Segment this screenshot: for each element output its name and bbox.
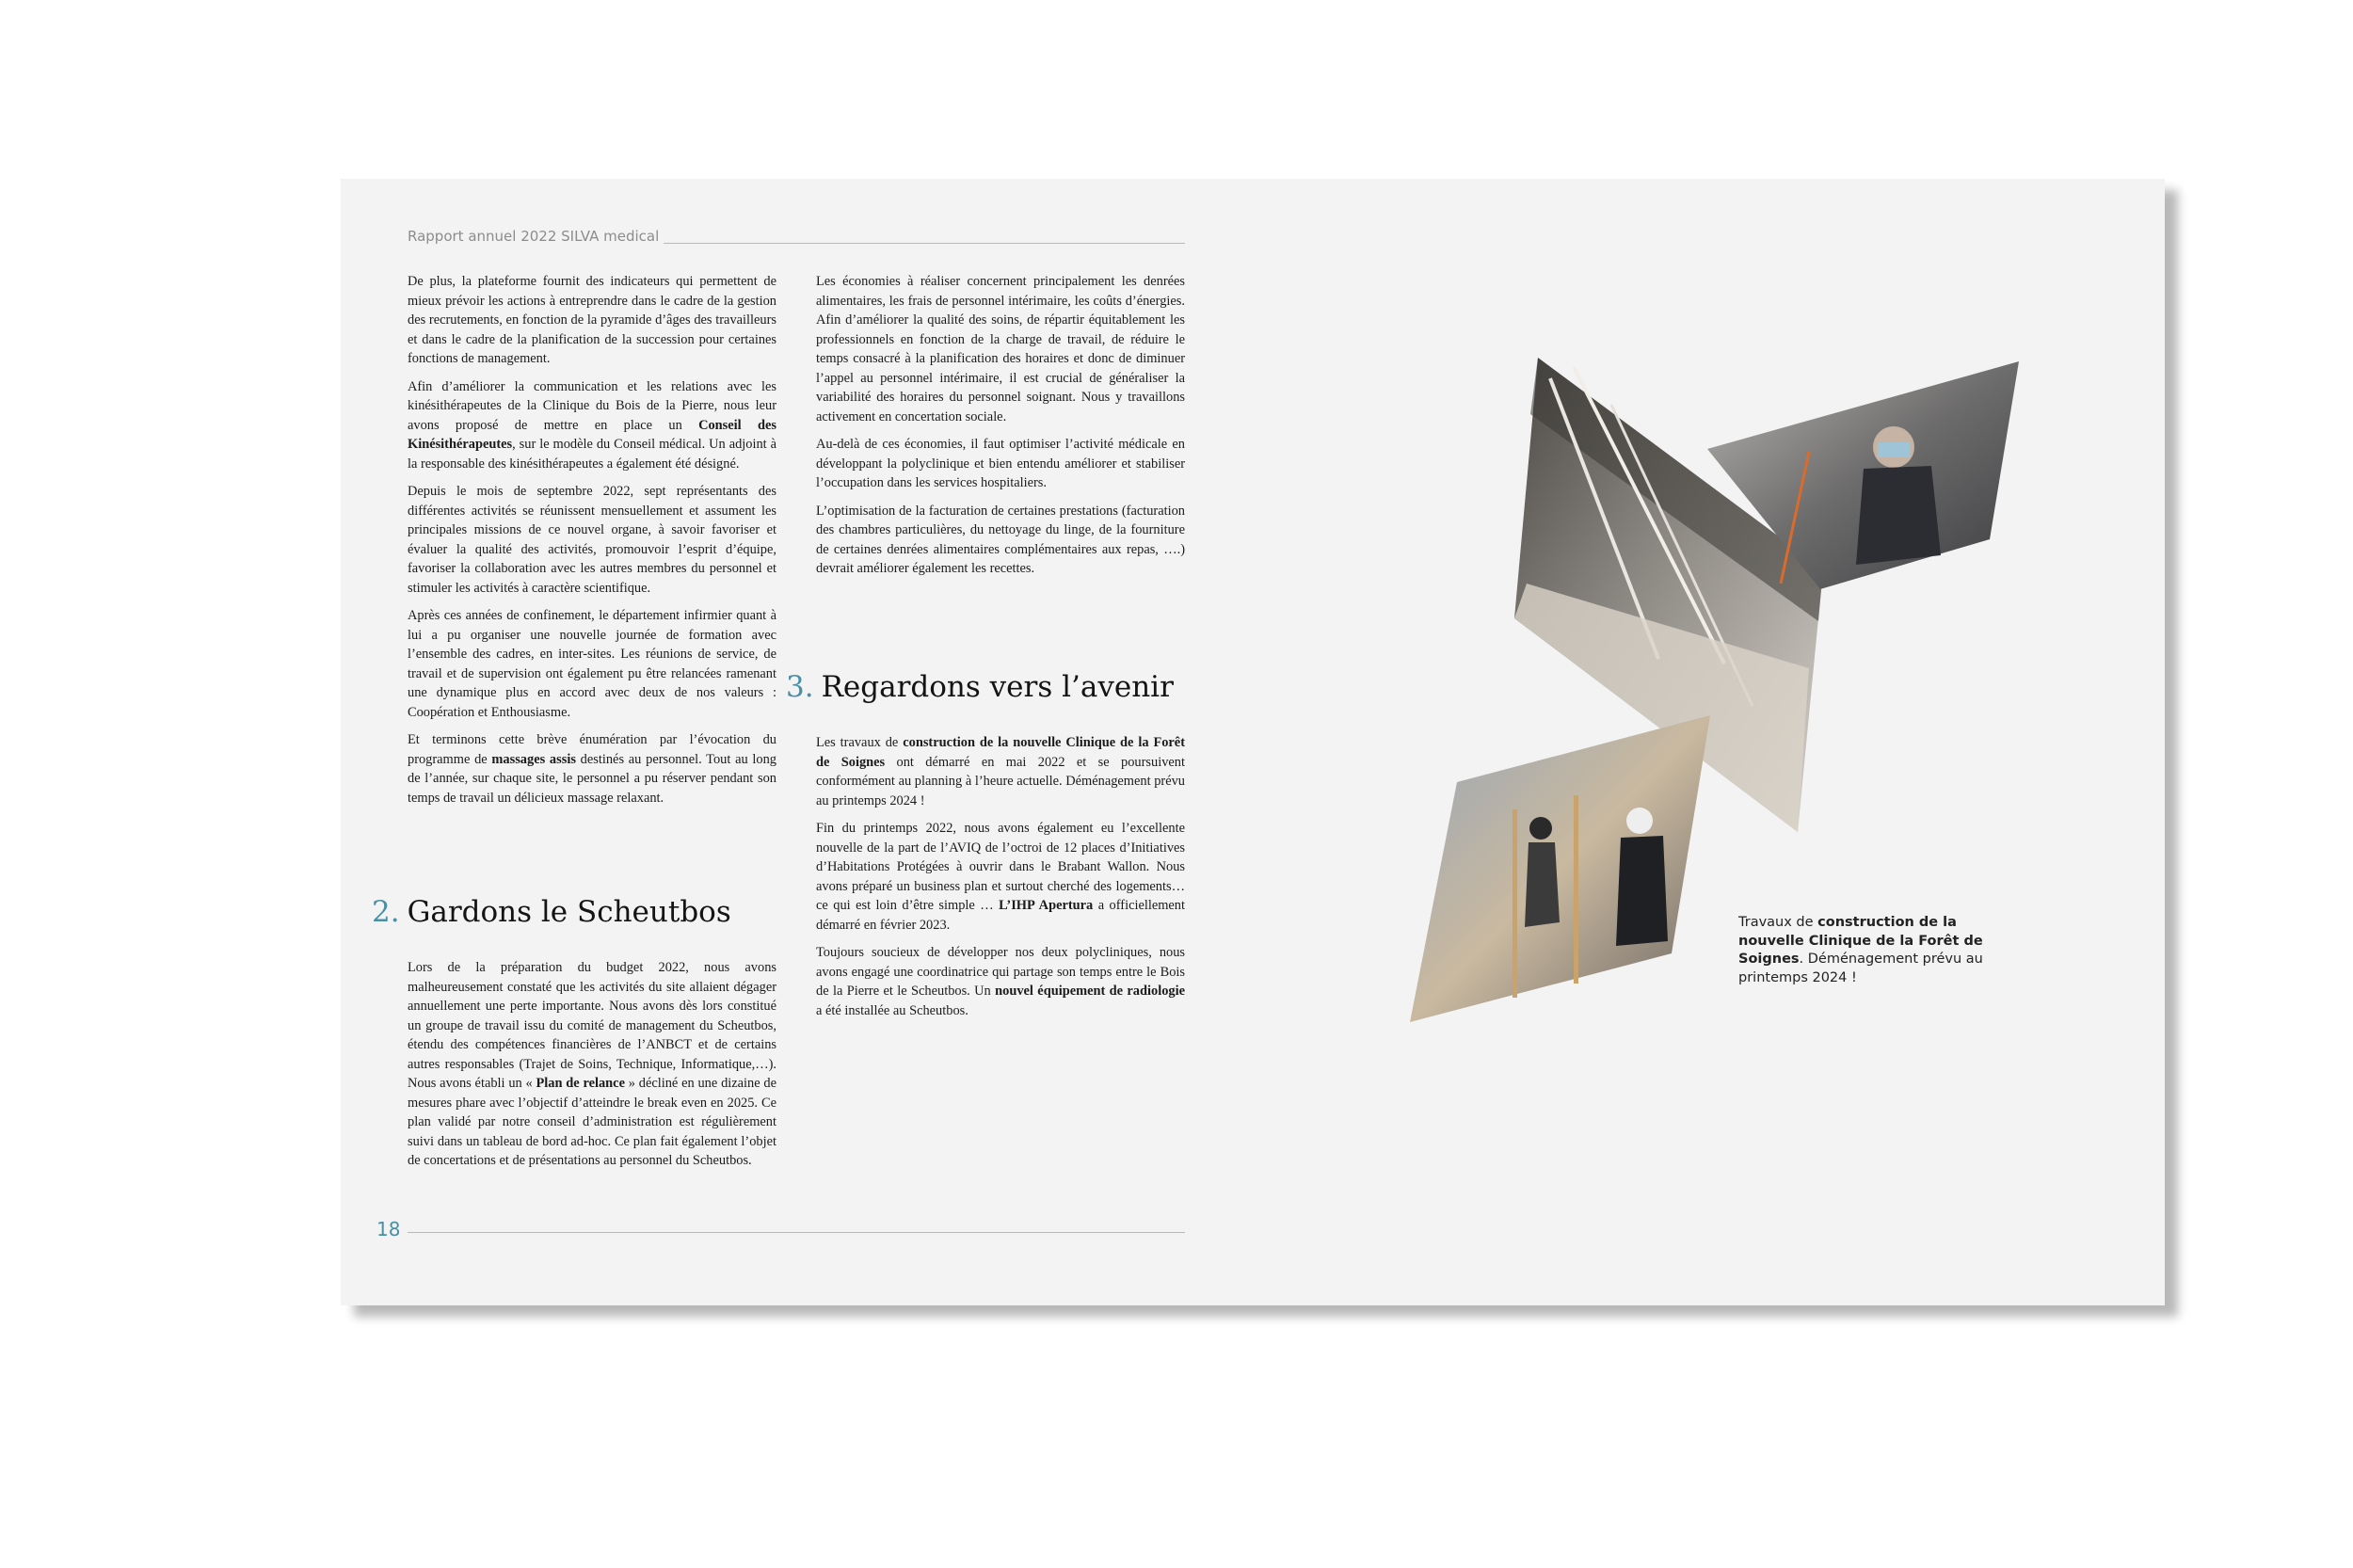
page-number: 18 <box>376 1218 401 1240</box>
paragraph: Les économies à réaliser concernent principalement les denrées alimentaires, les frais de personnel intérimaire, les coûts d’énergies. Afin d’améliorer la qualité des soins, de répartir équitablement les professionnels en fonction de la charge de travail, de réduire le temps consacré à la planification des horaires et donc de diminuer l’appel au personnel intérimaire, il est crucial de généraliser la variabilité des horaires du personnel soignant. Nous y travaillons activement en concertation sociale. <box>816 274 1185 424</box>
header-title: Rapport annuel 2022 SILVA medical <box>408 228 660 245</box>
paragraph: Fin du printemps 2022, nous avons également eu l’excellente nouvelle de la part de l’AVIQ de l’octroi de 12 places d’Initiatives d’Habitations Protégées à ouvrir dans le Brabant Wallon. Nous avons préparé un business plan et surtout cherché des logements… ce qui est loin d’être simple … L’IHP Apertura a officiellement démarré en février 2023. <box>816 821 1186 933</box>
paragraph: De plus, la plateforme fournit des indicateurs qui permettent de mieux prévoir les actions à entreprendre dans le cadre de la gestion des recrutements, en fonction de la pyramide d’âges des travailleurs et dans le cadre de la planification de la succession pour certaines fonctions de management. <box>408 274 776 366</box>
section-number: 2. <box>372 895 400 929</box>
construction-photo-collage <box>341 179 2165 1305</box>
paragraph: Et terminons cette brève énumération par l’évocation du programme de massages assis destinés au personnel. Tout au long de l’année, sur chaque site, le personnel a pu réserver pendant son temps de travail un délicieux massage relaxant. <box>408 732 776 806</box>
site-visit-photo <box>1410 715 1710 1022</box>
paragraph: L’optimisation de la facturation de certaines prestations (facturation des chambres particulières, du nettoyage du linge, de la fourniture de certaines denrées alimentaires complémentaires aux repas, ….) devrait améliorer également les recettes. <box>816 503 1185 576</box>
paragraph: Au-delà de ces économies, il faut optimiser l’activité médicale en développant la polyclinique et bien entendu améliorer et stabiliser l’occupation dans les services hospitaliers. <box>816 437 1185 490</box>
page-footer <box>376 1218 1185 1242</box>
paragraph: Afin d’améliorer la communication et les relations avec les kinésithérapeutes de la Clinique du Bois de la Pierre, nous leur avons proposé de mettre en place un Conseil des Kinésithérapeutes, sur le modèle du Conseil médical. Un adjoint à la responsable des kinésithérapeutes a également été désigné. <box>408 378 776 472</box>
section-number: 3. <box>786 670 814 704</box>
paragraph: Depuis le mois de septembre 2022, sept représentants des différentes activités se réunissent mensuellement et assument les principales missions de ce nouvel organe, à savoir favoriser et évaluer la qualité des activités, promouvoir l’esprit d’équipe, favoriser la collaboration avec les autres membres du personnel et stimuler les activités à caractère scientifique. <box>408 484 776 596</box>
footer-rule <box>408 1232 1185 1233</box>
section-title: Regardons vers l’avenir <box>821 670 1174 704</box>
photo-caption: Travaux de construction de la nouvelle Clinique de la Forêt de Soignes. Déménagement prévu au printemps 2024 ! <box>1738 915 1983 985</box>
paragraph: Toujours soucieux de développer nos deux polycliniques, nous avons engagé une coordinatrice qui partage son temps entre le Bois de la Pierre et le Scheutbos. Un nouvel équipement de radiologie a été installée au Scheutbos. <box>816 945 1185 1018</box>
paragraph: Lors de la préparation du budget 2022, nous avons malheureusement constaté que les activités du site allaient dégager annuellement une perte importante. Nous avons dès lors constitué un groupe de travail issu du comité de management du Scheutbos, étendu des compétences financières de l’ANBCT et de certains autres responsables (Trajet de Soins, Technique, Informatique,…). Nous avons établi un « Plan de relance » décliné en une dizaine de mesures phare avec l’objectif d’atteindre le break even en 2025. Ce plan validé par notre conseil d’administration est régulièrement suivi dans un tableau de bord ad-hoc. Ce plan fait également l’objet de concertations et de présentations au personnel du Scheutbos. <box>408 960 776 1168</box>
magazine-spread <box>341 179 2165 1305</box>
paragraph: Les travaux de construction de la nouvelle Clinique de la Forêt de Soignes ont démarré en mai 2022 et se poursuivent conformément au planning à l’heure actuelle. Déménagement prévu au printemps 2024 ! <box>816 735 1185 808</box>
section-title: Gardons le Scheutbos <box>407 895 731 929</box>
paragraph: Après ces années de confinement, le département infirmier quant à lui a pu organiser une nouvelle journée de formation avec l’ensemble des cadres, en inter-sites. Les réunions de service, de travail et de supervision ont également pu être relancées ramenant une dynamique plus en accord avec deux de nos valeurs : Coopération et Enthousiasme. <box>408 608 776 720</box>
